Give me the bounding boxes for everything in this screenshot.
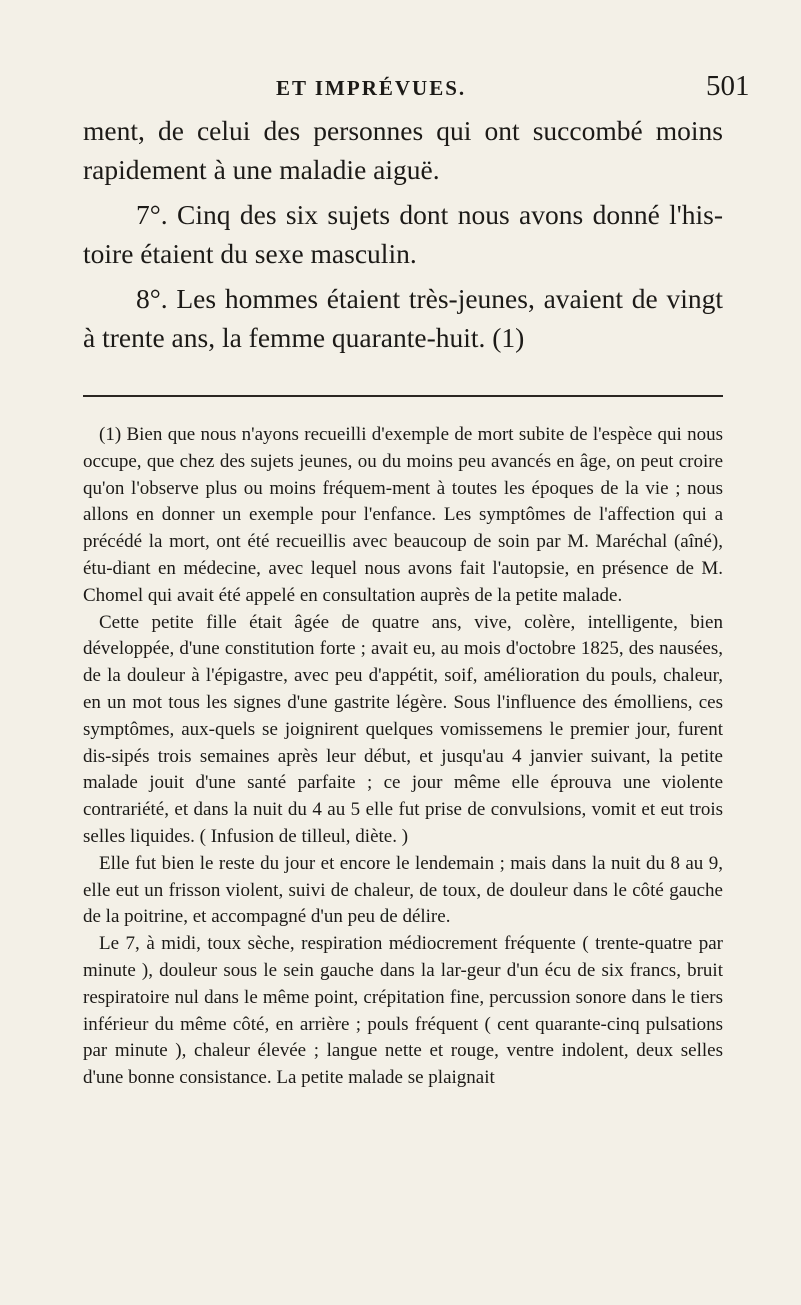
- footnote-paragraph: Elle fut bien le reste du jour et encore le lendemain ; mais dans la nuit du 8 au 9, elle eut un frisson violent, suivi de chaleur, de toux, de douleur dans le côté gauche de la poitrine, et accompagné d'un peu de délire.: [83, 852, 723, 928]
- footnote-paragraph: Cette petite fille était âgée de quatre ans, vive, colère, intelligente, bien développée, d'une constitution forte ; avait eu, au mois d'octobre 1825, des nausées, de la douleur à l'épigastre, avec peu d'appétit, soif, amélioration du pouls, chaleur, en un mot tous les signes d'une gastrite légère. Sous l'influence des émolliens, ces symptômes, aux-quels se joignirent quelques vomissemens le premier jour, furent dis-sipés trois semaines après leur début, et jusqu'au 4 janvier suivant, la petite malade jouit d'une santé parfaite ; ce jour même elle éprouva une violente contrariété, et dans la nuit du 4 au 5 elle fut prise de convulsions, vomit et eut trois selles liquides. ( Infusion de tilleul, diète. ): [83, 611, 723, 847]
- page-number: 501: [706, 70, 750, 102]
- body-paragraph-point-8: 8°. Les hommes étaient très-jeunes, avaient de vingt à trente ans, la femme quarante-huit. (1): [83, 283, 723, 353]
- body-paragraph-point-7: 7°. Cinq des six sujets dont nous avons donné l'his-toire étaient du sexe masculin.: [83, 199, 723, 269]
- running-title: ET IMPRÉVUES.: [276, 76, 467, 100]
- main-text: [83, 111, 723, 357]
- footnote: [83, 422, 723, 1092]
- footnote-paragraph: (1) Bien que nous n'ayons recueilli d'exemple de mort subite de l'espèce qui nous occupe, que chez des sujets jeunes, ou du moins peu avancés en âge, on peut croire qu'on l'observe plus ou moins fréquem-ment à toutes les époques de la vie ; nous allons en donner un exemple pour l'enfance. Les symptômes de l'affection qui a précédé la mort, ont été recueillis avec beaucoup de soin par M. Maréchal (aîné), étu-diant en médecine, avec lequel nous avons fait l'autopsie, en présence de M. Chomel qui avait été appelé en consultation auprès de la petite malade.: [83, 424, 723, 606]
- body-paragraph-continuation: ment, de celui des personnes qui ont succombé moins rapidement à une maladie aiguë.: [83, 115, 723, 185]
- running-header: [0, 70, 801, 104]
- footnote-divider: [83, 395, 723, 397]
- footnote-paragraph: Le 7, à midi, toux sèche, respiration médiocrement fréquente ( trente-quatre par minute ), douleur sous le sein gauche dans la lar-geur d'un écu de six francs, bruit respiratoire nul dans le même point, crépitation fine, percussion sonore dans le tiers inférieur du même côté, en arrière ; pouls fréquent ( cent quarante-cinq pulsations par minute ), chaleur élevée ; langue nette et rouge, ventre indolent, deux selles d'une bonne consistance. La petite malade se plaignait: [83, 933, 723, 1089]
